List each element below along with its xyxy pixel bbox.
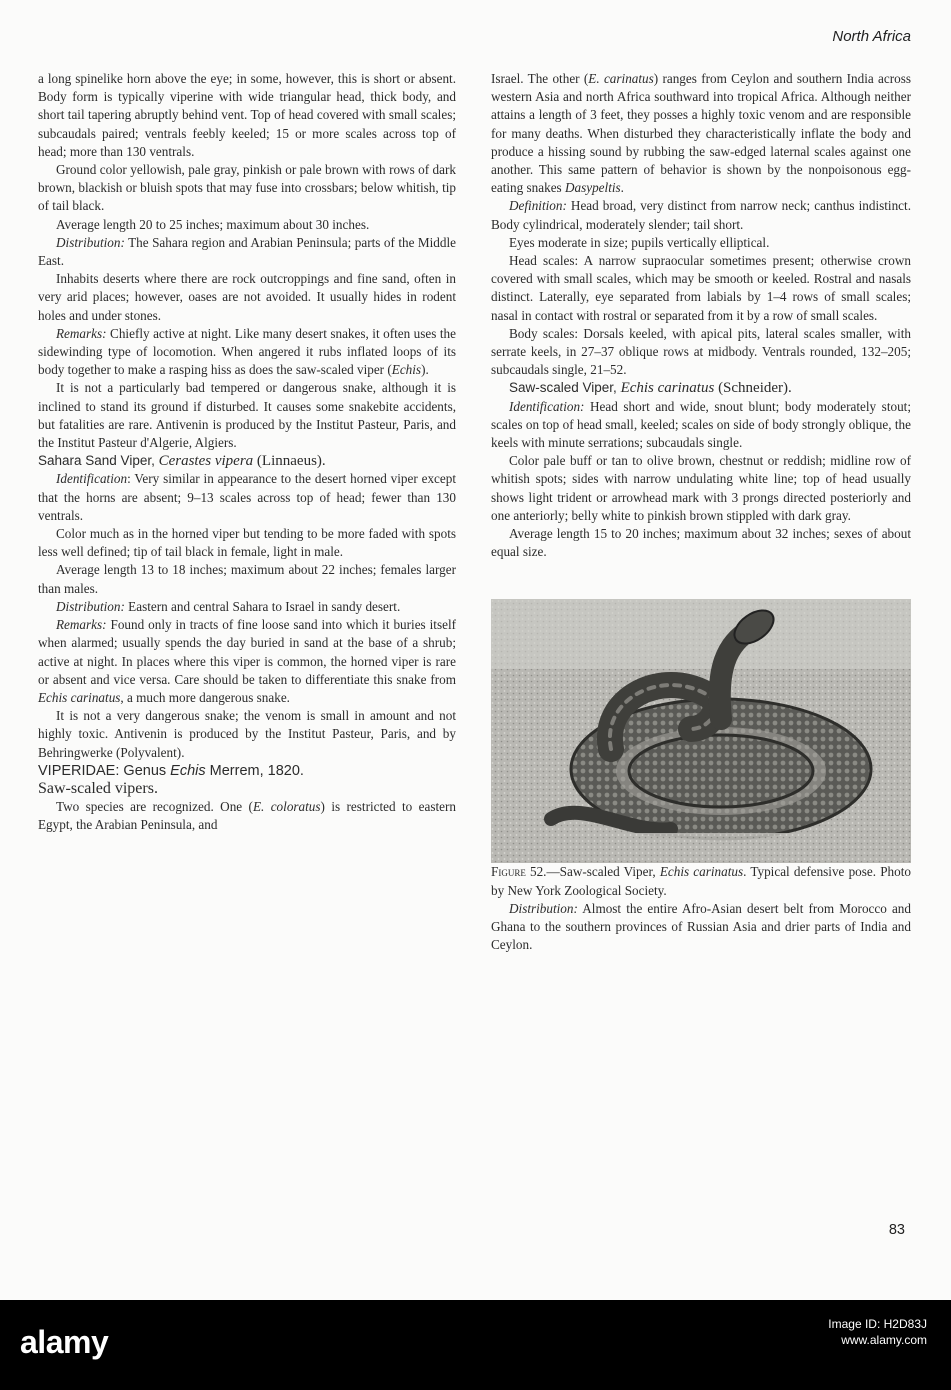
horned-viper-description: a long spinelike horn above the eye; in some, however, this is short or absent. Body form is typically viperine with wide triangular head, thick body, and short tail tapering abruptly behind vent. Top of head covered with small scales; subcaudals paired; ventrals feebly keeled; 15 or more scales across top of head; more than 130 ventrals. [38,71,456,159]
image-id: Image ID: H2D83J [828,1317,927,1331]
snake-photo [491,599,911,863]
echis-definition: Definition: Head broad, very distinct from narrow neck; canthus indistinct. Body cylindrical, moderately slender; tail short. [491,198,911,232]
running-head: North Africa [832,28,911,45]
species-heading-saw-scaled-viper: Saw-scaled Viper, Echis carinatus (Schneider). [509,380,792,397]
sand-viper-color: Color much as in the horned viper but tending to be more faded with spots less well defined; tip of tail black in female, light in male. [38,526,456,560]
remarks-label: Remarks: [56,325,107,341]
echis-eyes: Eyes moderate in size; pupils vertically elliptical. [509,234,770,250]
image-id-block [828,1316,927,1348]
echis-head-scales: Head scales: A narrow supraocular sometimes present; otherwise crown covered with small scales, which may be smooth or keeled. Rostral and nasals distinct. Laterally, eye separated from labials by 1–4 rows of small scales; nasal in contact with rostral or separated from it by a row of small scales. [491,253,911,323]
watermark-banner [0,1300,951,1390]
sand-viper-distribution: Distribution: Eastern and central Sahara to Israel in sandy desert. [56,598,401,614]
genus-common-name: Saw-scaled vipers. [38,779,158,797]
genus-heading-echis: VIPERIDAE: Genus Echis Merrem, 1820. [38,762,304,779]
echis-species-intro: Two species are recognized. One (E. coloratus) is restricted to eastern Egypt, the Arabian Peninsula, and [38,799,456,833]
sand-viper-length: Average length 13 to 18 inches; maximum about 22 inches; females larger than males. [38,562,456,596]
horned-viper-distribution: Distribution: The Sahara region and Arabian Peninsula; parts of the Middle East. [38,234,456,269]
sand-viper-venom: It is not a very dangerous snake; the venom is small in amount and not highly toxic. Antivenin is produced by the Institut Pasteur, Paris, and by Behringwerke (Polyvalent). [38,708,456,760]
site-url: www.alamy.com [841,1333,927,1347]
horned-viper-habitat: Inhabits deserts where there are rock outcroppings and fine sand, often in very arid places; however, oases are not avoided. It usually hides in rodent holes and under stones. [38,271,456,323]
sand-viper-identification: Identification: Very similar in appearance to the desert horned viper except that the horns are absent; 9–13 scales across top of head; fewer than 130 ventrals. [38,471,456,523]
echis-species-continued: Israel. The other (E. carinatus) ranges from Ceylon and southern India across western Asia and north Africa southward into tropical Africa. Although neither attains a length of 3 feet, they posses a highly toxic venom and are responsible for many deaths. When disturbed they characteristically inflate the body and produce a hissing sound by rubbing the saw-edged laternal scales against one another. This same pattern of behavior is shown by the nonpoisonous egg-eating snakes Dasypeltis. [491,71,911,196]
coiled-viper-illustration [491,599,911,863]
right-column [491,70,911,955]
horned-viper-remarks: Remarks: Chiefly active at night. Like many desert snakes, it often uses the sidewinding type of locomotion. When angered it rubs inflated loops of its body together to make a rasping hiss as does the saw-scaled viper (Echis). [38,325,456,378]
horned-viper-color: Ground color yellowish, pale gray, pinkish or pale brown with rows of dark brown, blackish or bluish spots that may fuse into crossbars; below whitish, tip of tail black. [38,162,456,214]
saw-scaled-color: Color pale buff or tan to olive brown, chestnut or reddish; midline row of whitish spots; sides with narrow undulating white line; top of head usually shows light trident or arrowhead mark with 3 prongs directed posteriorly and one anteriorly; belly white to pinkish brown stippled with dark gray. [491,453,911,523]
horned-viper-length: Average length 20 to 25 inches; maximum about 30 inches. [56,216,370,232]
horned-viper-danger: It is not a particularly bad tempered or dangerous snake, although it is inclined to stand its ground if disturbed. It causes some snakebite accidents, but fatalities are rare. Antivenin is produced by the Institut Pasteur, Paris, and the Institut Pasteur d'Algerie, Algiers. [38,380,456,451]
figure-caption: Figure 52.—Saw-scaled Viper, Echis carinatus. Typical defensive pose. Photo by New York Zoological Society. [491,864,911,898]
page-number: 83 [888,1222,905,1238]
saw-scaled-length: Average length 15 to 20 inches; maximum about 32 inches; sexes of about equal size. [491,526,911,560]
sand-viper-remarks: Remarks: Found only in tracts of fine loose sand into which it buries itself when alarmed; usually spends the day buried in sand at the base of a shrub; active at night. In places where this viper is common, the horned viper is rare or absent and vice versa. Care should be taken to differentiate this snake from Echis carinatus, a much more dangerous snake. [38,617,456,705]
echis-body-scales: Body scales: Dorsals keeled, with apical pits, lateral scales smaller, with serrate keels, in 27–37 oblique rows at midbody. Ventrals rounded, 132–205; subcaudals single, 21–52. [491,325,911,378]
distribution-label: Distribution: [56,234,125,250]
species-heading-sahara-sand-viper: Sahara Sand Viper, Cerastes vipera (Linnaeus). [38,453,326,470]
saw-scaled-distribution: Distribution: Almost the entire Afro-Asian desert belt from Morocco and Ghana to the southern provinces of Russian Asia and drier parts of India and Ceylon. [491,900,911,953]
left-column [38,70,456,835]
alamy-logo: alamy [20,1324,109,1360]
saw-scaled-identification: Identification: Head short and wide, snout blunt; body moderately stout; scales on top of head small, keeled; scales on side of body strongly oblique, the keels with minute serrations; subcaudals single. [491,398,911,451]
